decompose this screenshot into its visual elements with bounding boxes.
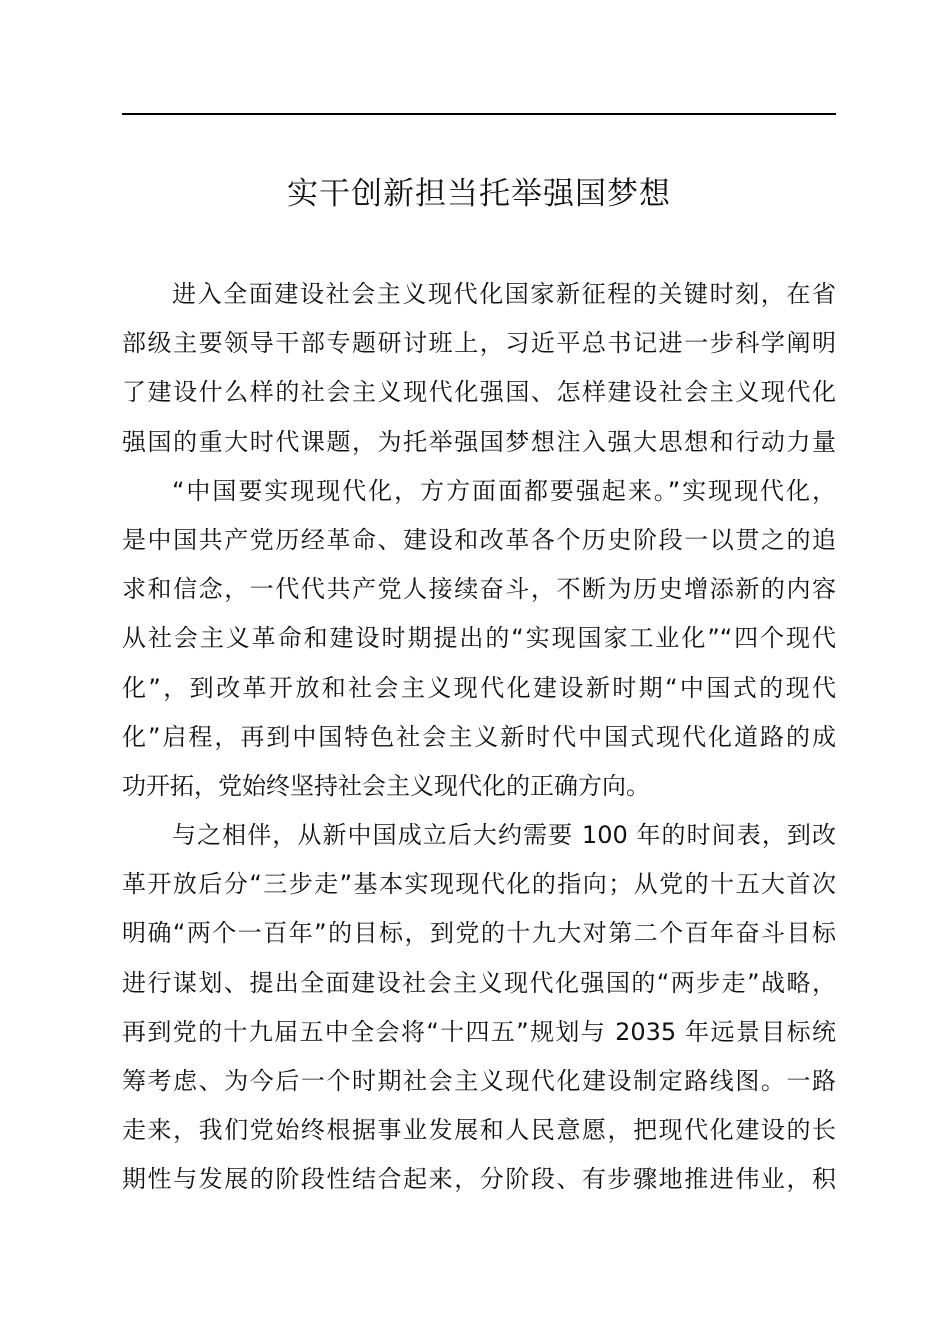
body-line: 筹考虑、为今后一个时期社会主义现代化建设制定路线图。一路 bbox=[122, 1067, 836, 1095]
body-line: 化”启程，再到中国特色社会主义新时代中国式现代化道路的成 bbox=[122, 722, 836, 751]
body-line: 是中国共产党历经革命、建设和改革各个历史阶段一以贯之的追 bbox=[122, 525, 836, 554]
body-line: 强国的重大时代课题，为托举强国梦想注入强大思想和行动力量 bbox=[122, 427, 836, 456]
body-line: “中国要实现现代化，方方面面都要强起来。”实现现代化， bbox=[172, 476, 836, 505]
body-line: 了建设什么样的社会主义现代化强国、怎样建设社会主义现代化 bbox=[122, 378, 836, 407]
header-rule bbox=[122, 113, 836, 115]
body-line: 求和信念，一代代共产党人接续奋斗，不断为历史增添新的内容 bbox=[122, 575, 836, 604]
body-line: 期性与发展的阶段性结合起来，分阶段、有步骤地推进伟业，积 bbox=[122, 1165, 836, 1194]
body-line: 化”，到改革开放和社会主义现代化建设新时期“中国式的现代 bbox=[122, 673, 836, 702]
body-line: 明确“两个一百年”的目标，到党的十九大对第二个百年奋斗目标 bbox=[122, 919, 836, 948]
body-line: 与之相伴，从新中国成立后大约需要 100 年的时间表，到改 bbox=[172, 821, 836, 850]
body-line: 革开放后分“三步走”基本实现现代化的指向；从党的十五大首次 bbox=[122, 870, 836, 899]
body-line: 从社会主义革命和建设时期提出的“实现国家工业化”“四个现代 bbox=[122, 624, 836, 653]
document-title: 实干创新担当托举强国梦想 bbox=[287, 176, 671, 212]
body-line: 进行谋划、提出全面建设社会主义现代化强国的“两步走”战略， bbox=[122, 968, 836, 997]
body-line: 进入全面建设社会主义现代化国家新征程的关键时刻，在省 bbox=[172, 280, 836, 308]
body-line: 功开拓，党始终坚持社会主义现代化的正确方向。 bbox=[122, 771, 650, 800]
document-body bbox=[122, 270, 836, 1205]
body-line: 再到党的十九届五中全会将“十四五”规划与 2035 年远景目标统 bbox=[122, 1017, 836, 1046]
body-line: 部级主要领导干部专题研讨班上，习近平总书记进一步科学阐明 bbox=[122, 329, 836, 358]
body-line: 走来，我们党始终根据事业发展和人民意愿，把现代化建设的长 bbox=[122, 1116, 836, 1145]
